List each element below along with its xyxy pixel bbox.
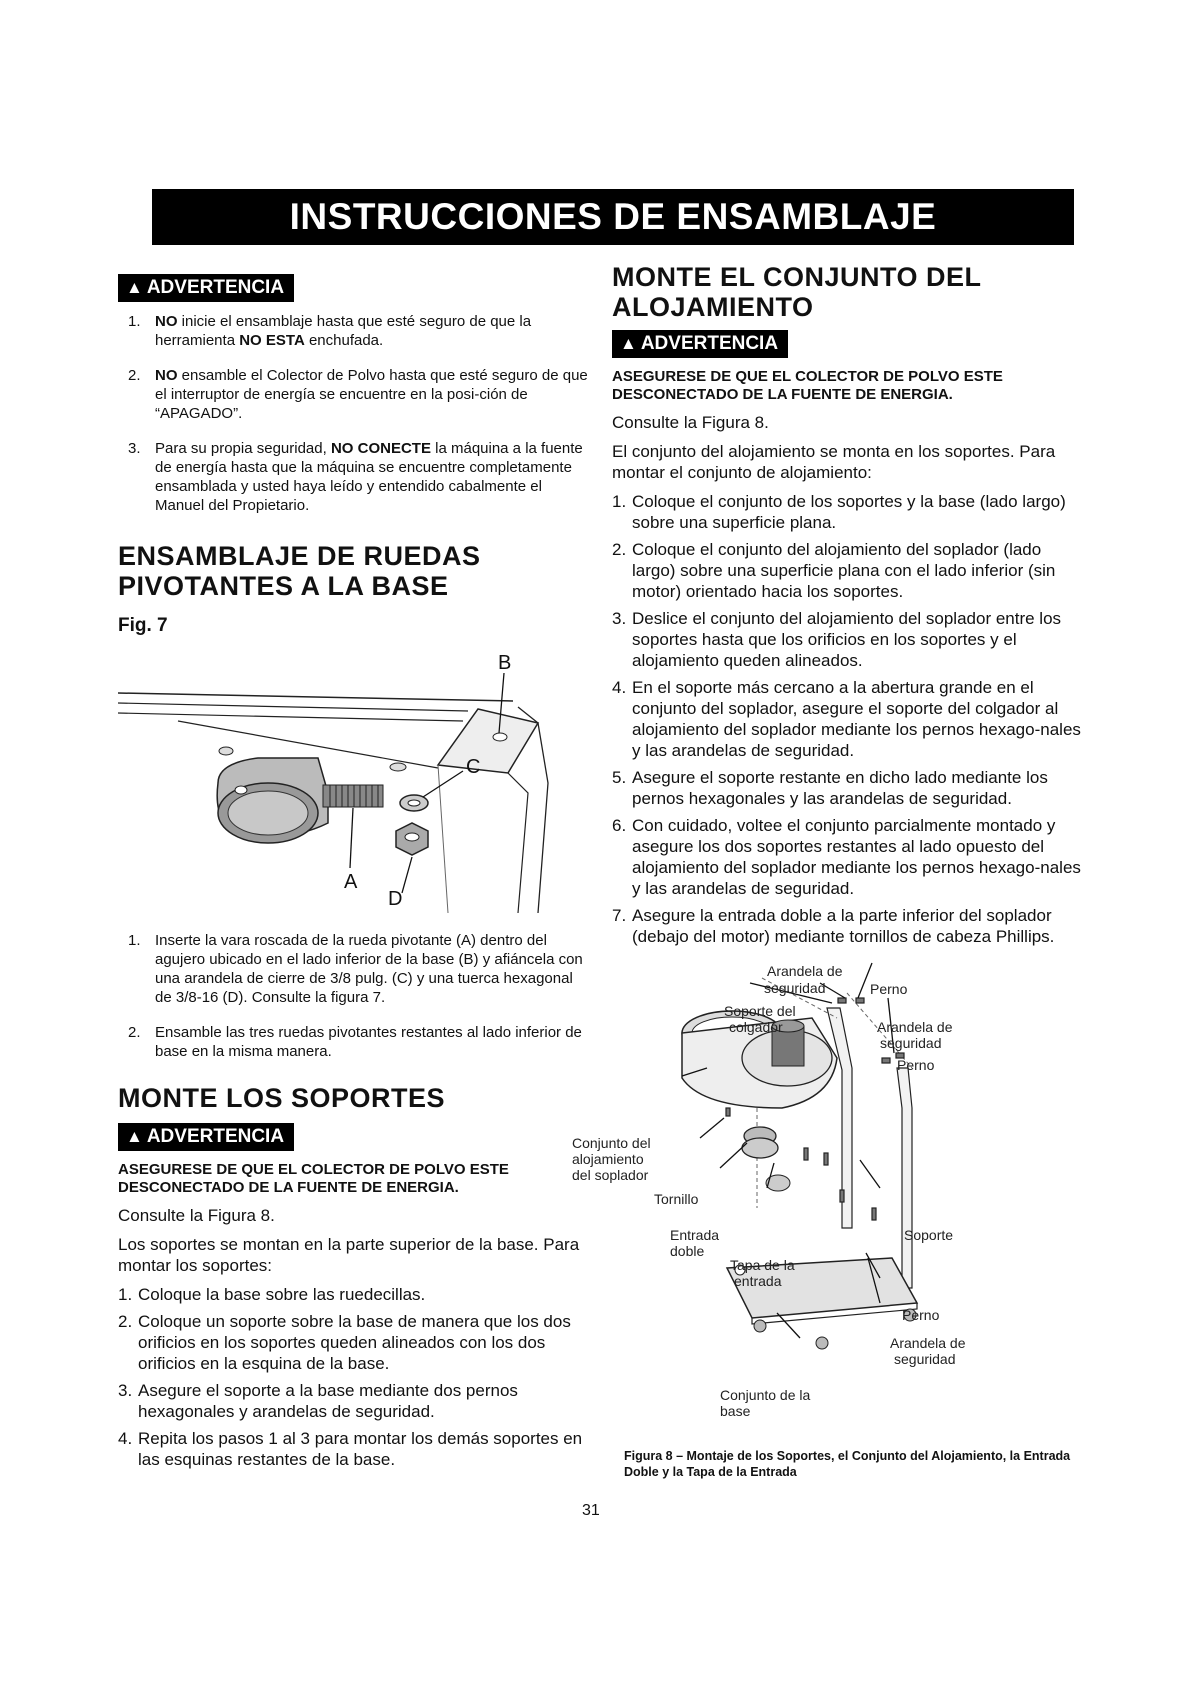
page-number: 31 <box>582 1502 600 1519</box>
soportes-steps-list <box>118 1284 588 1470</box>
alojamiento-warning-text: ASEGURESE DE QUE EL COLECTOR DE POLVO ESTE DESCONECTADO DE LA FUENTE DE ENERGIA. <box>612 368 1003 403</box>
fig7-callout-d: D <box>388 888 403 910</box>
warning-triangle-icon: ▲ <box>126 278 143 297</box>
fig8-label-arandela1: seguridad <box>764 980 826 996</box>
fig8-label-tapa: Tapa de la <box>730 1257 795 1273</box>
fig8-label-soporte: Soporte <box>904 1227 954 1243</box>
warning-list <box>118 312 588 515</box>
fig8-label-conjunto-aloj: Conjunto del <box>572 1135 651 1151</box>
fig7-callout-b: B <box>498 652 512 674</box>
soportes-intro: Los soportes se montan en la parte superior de la base. Para montar los soportes: <box>118 1235 580 1275</box>
fig8-label-soporte-colgador: colgador <box>729 1019 783 1035</box>
fig8-label-arandela2: seguridad <box>880 1035 942 1051</box>
caster-step: 2. Ensamble las tres ruedas pivotantes restantes al lado inferior de base en la misma manera. <box>128 1024 582 1060</box>
fig8-label-tapa: entrada <box>734 1273 782 1289</box>
warning-item: 3. Para su propia seguridad, NO CONECTE la máquina a la fuente de energía hasta que la máquina se encuentre completamente ensamblada y usted haya leído y entendido cabalmente el Manuel del Propietario. <box>128 440 583 514</box>
fig8-label-perno1: Perno <box>870 981 908 997</box>
alojamiento-step: 5. Asegure el soporte restante en dicho lado mediante los pernos hexagonales y las arandelas de seguridad. <box>612 768 1048 808</box>
warning-badge: ▲ ADVERTENCIA <box>118 274 294 302</box>
right-column <box>612 262 1082 953</box>
soportes-warning-text: ASEGURESE DE QUE EL COLECTOR DE POLVO ESTE DESCONECTADO DE LA FUENTE DE ENERGIA. <box>118 1161 509 1196</box>
alojamiento-intro: El conjunto del alojamiento se monta en los soportes. Para montar el conjunto de alojamiento: <box>612 442 1056 482</box>
figure-8-caption: Figura 8 – Montaje de los Soportes, el Conjunto del Alojamiento, la Entrada Doble y la Tapa de la Entrada <box>624 1449 1071 1479</box>
alojamiento-step: 4. En el soporte más cercano a la abertura grande en el conjunto del soplador, asegure el soporte del colgador al alojamiento del soplador mediante los pernos hexago-nales y las arandelas de seguridad. <box>612 678 1081 760</box>
fig7-callout-c: C <box>466 756 481 778</box>
section-title-casters: ENSAMBLAJE DE RUEDAS PIVOTANTES A LA BASE <box>118 541 481 601</box>
fig8-label-perno2: Perno <box>897 1057 935 1073</box>
left-column <box>118 270 588 1476</box>
alojamiento-step: 2. Coloque el conjunto del alojamiento del soplador (lado largo) sobre una superficie plana con el lado inferior (sin motor) orientado hacia los soportes. <box>612 540 1056 601</box>
fig8-label-tornillo: Tornillo <box>654 1191 699 1207</box>
section-title-soportes: MONTE LOS SOPORTES <box>118 1083 446 1113</box>
fig7-label: Fig. 7 <box>118 615 168 636</box>
alojamiento-step: 7. Asegure la entrada doble a la parte inferior del soplador (debajo del motor) mediante tornillos de cabeza Phillips. <box>612 906 1055 946</box>
figure-8-assembly-diagram <box>572 958 1090 1448</box>
fig8-label-conjunto-aloj: del soplador <box>572 1167 649 1183</box>
fig8-label-arandela1: Arandela de <box>767 963 843 979</box>
soportes-step: 2. Coloque un soporte sobre la base de manera que los dos orificios en los soportes queden alineados con los dos orificios en la esquina de la base. <box>118 1312 571 1373</box>
caster-steps-list <box>118 931 588 1061</box>
fig8-label-entrada: Entrada <box>670 1227 720 1243</box>
page-title: INSTRUCCIONES DE ENSAMBLAJE <box>152 189 1074 245</box>
fig8-label-perno3: Perno <box>902 1307 940 1323</box>
soportes-step: 3. Asegure el soporte a la base mediante dos pernos hexagonales y arandelas de seguridad. <box>118 1381 518 1421</box>
alojamiento-steps-list <box>612 491 1082 947</box>
alojamiento-reference: Consulte la Figura 8. <box>612 413 769 432</box>
soportes-step: 4. Repita los pasos 1 al 3 para montar los demás soportes en las esquinas restantes de la base. <box>118 1429 583 1469</box>
alojamiento-step: 6. Con cuidado, voltee el conjunto parcialmente montado y asegure los dos soportes restantes al lado opuesto del alojamiento del soplador mediante los pernos hexago-nales y las arandelas de seguridad. <box>612 816 1081 898</box>
fig8-label-conjunto-base: Conjunto de la <box>720 1387 811 1403</box>
warning-badge: ▲ ADVERTENCIA <box>612 330 788 358</box>
fig8-label-soporte-colgador: Soporte del <box>724 1003 796 1019</box>
fig8-label-arandela2: Arandela de <box>877 1019 953 1035</box>
fig7-callout-a: A <box>344 871 358 893</box>
alojamiento-step: 1. Coloque el conjunto de los soportes y la base (lado largo) sobre una superficie plana. <box>612 492 1066 532</box>
caster-step: 1. Inserte la vara roscada de la rueda pivotante (A) dentro del agujero ubicado en el lado inferior de la base (B) y afiáncela con una arandela de cierre de 3/8 pulg. (C) y una tuerca hexagonal de 3/8-16 (D). Consulte la figura 7. <box>128 932 583 1006</box>
fig8-label-arandela3: Arandela de <box>890 1335 966 1351</box>
warning-triangle-icon: ▲ <box>620 334 637 353</box>
soportes-step: 1. Coloque la base sobre las ruedecillas. <box>118 1285 426 1304</box>
section-title-alojamiento: MONTE EL CONJUNTO DEL ALOJAMIENTO <box>612 262 982 322</box>
fig8-label-conjunto-base: base <box>720 1403 751 1419</box>
warning-badge: ▲ ADVERTENCIA <box>118 1123 294 1151</box>
soportes-reference: Consulte la Figura 8. <box>118 1206 275 1225</box>
warning-triangle-icon: ▲ <box>126 1127 143 1146</box>
fig8-label-conjunto-aloj: alojamiento <box>572 1151 644 1167</box>
fig8-label-entrada: doble <box>670 1243 705 1259</box>
figure-7-caster-diagram <box>118 643 588 913</box>
warning-item: 1. NO inicie el ensamblaje hasta que esté seguro de que la herramienta NO ESTA enchufada. <box>128 313 532 349</box>
fig8-label-arandela3: seguridad <box>894 1351 956 1367</box>
alojamiento-step: 3. Deslice el conjunto del alojamiento del soplador entre los soportes hasta que los orificios en los soportes y el alojamiento queden alineados. <box>612 609 1062 670</box>
warning-item: 2. NO ensamble el Colector de Polvo hasta que esté seguro de que el interruptor de energía se encuentre en la posi-ción de “APAGADO”. <box>128 367 588 422</box>
